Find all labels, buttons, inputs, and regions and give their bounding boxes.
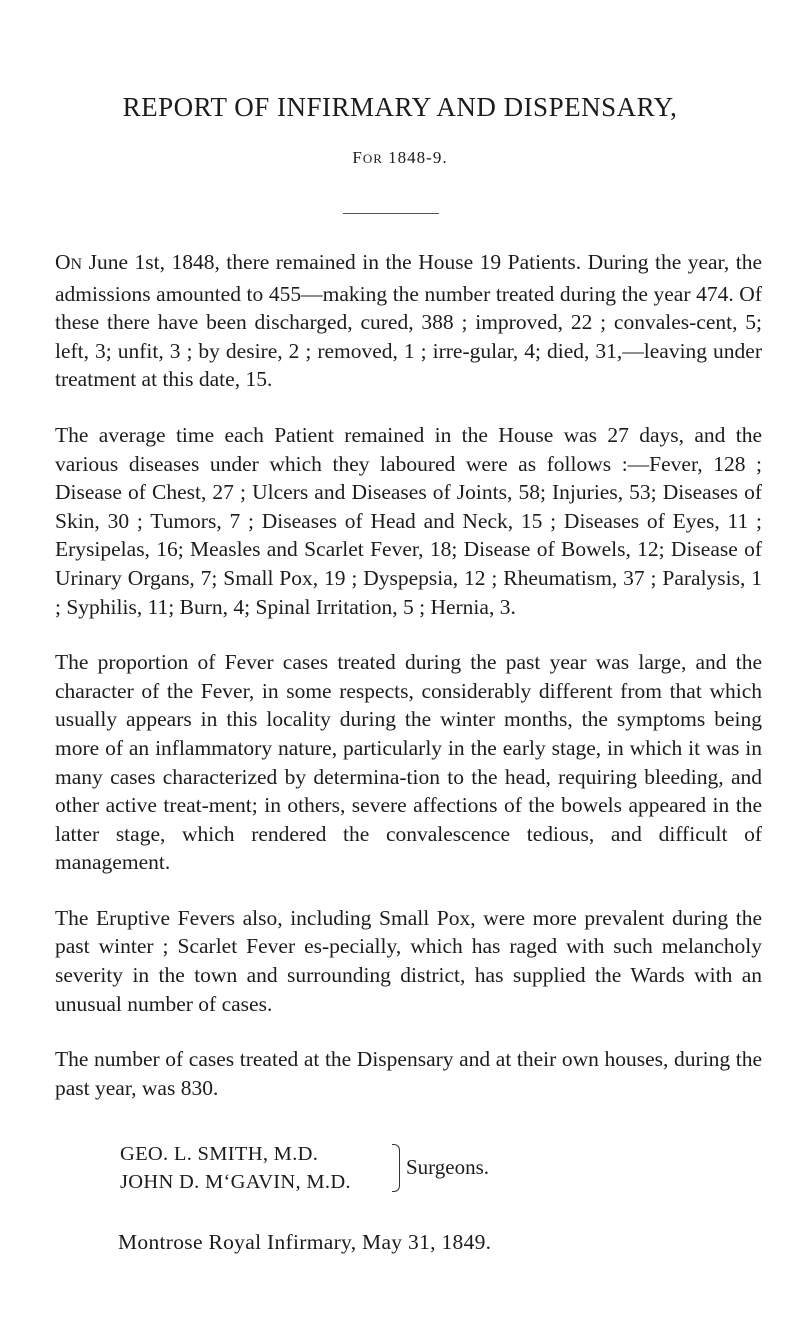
subtitle-rest: OR <box>362 151 383 166</box>
brace-bracket <box>392 1144 400 1192</box>
signatory-name: JOHN D. M‘GAVIN, M.D. <box>120 1171 351 1193</box>
title-divider <box>343 213 439 214</box>
report-body <box>55 248 762 1129</box>
paragraph-lead-letter: O <box>55 250 71 274</box>
paragraph-dispensary: The number of cases treated at the Dispensary and at their own houses, during the past year, was 830. <box>55 1047 762 1100</box>
report-title: REPORT OF INFIRMARY AND DISPENSARY, <box>122 92 678 122</box>
paragraph-text: June 1st, 1848, there remained in the House 19 Patients. During the year, the admissions amounted to 455—making the number treated during the year 474. Of these there have been discharged, cured, 388 ; improved, 22 ; convales-cent, 5; left, 3; unfit, 3 ; by desire, 2 ; removed, 1 ; irre-gular, 4; died, 31,—leaving under treatment at this date, 15. <box>55 250 762 392</box>
place-and-date: Montrose Royal Infirmary, May 31, 1849. <box>118 1230 492 1254</box>
subtitle-lead: F <box>352 148 363 167</box>
paragraph-diseases: The average time each Patient remained in the House was 27 days, and the various diseases under which they laboured were as follows :—Fever, 128 ; Disease of Chest, 27 ; Ulcers and Diseases of Joints, 58; Injuries, 53; Diseases of Skin, 30 ; Tumors, 7 ; Diseases of Head and Neck, 15 ; Diseases of Eyes, 11 ; Erysipelas, 16; Measles and Scarlet Fever, 18; Disease of Bowels, 12; Disease of Urinary Organs, 7; Small Pox, 19 ; Dyspepsia, 12 ; Rheumatism, 37 ; Paralysis, 1 ; Syphilis, 11; Burn, 4; Spinal Irritation, 5 ; Hernia, 3. <box>55 422 762 619</box>
signature-block <box>120 1140 740 1204</box>
report-subtitle <box>0 148 800 168</box>
paragraph-lead-small: N <box>70 256 83 273</box>
subtitle-year: 1848-9. <box>388 148 448 167</box>
signatory-name: GEO. L. SMITH, M.D. <box>120 1143 319 1165</box>
paragraph-fever: The proportion of Fever cases treated during the past year was large, and the character of the Fever, in some respects, considerably different from that which usually appears in this locality during the winter months, the symptoms being more of an inflammatory nature, particularly in the early stage, in which it was in many cases characterized by determina-tion to the head, requiring bleeding, and other active treat-ment; in others, severe affections of the bowels appeared in the latter stage, which rendered the convalescence tedious, and difficult of management. <box>55 650 762 875</box>
signatory-names <box>120 1140 351 1196</box>
paragraph-patients <box>55 248 762 394</box>
signatory-role: Surgeons. <box>406 1155 490 1179</box>
paragraph-eruptive-fevers: The Eruptive Fevers also, including Small Pox, were more prevalent during the past winter ; Scarlet Fever es-pecially, which has raged with such melancholy severity in the town and surrounding district, has supplied the Wards with an unusual number of cases. <box>55 905 762 1016</box>
